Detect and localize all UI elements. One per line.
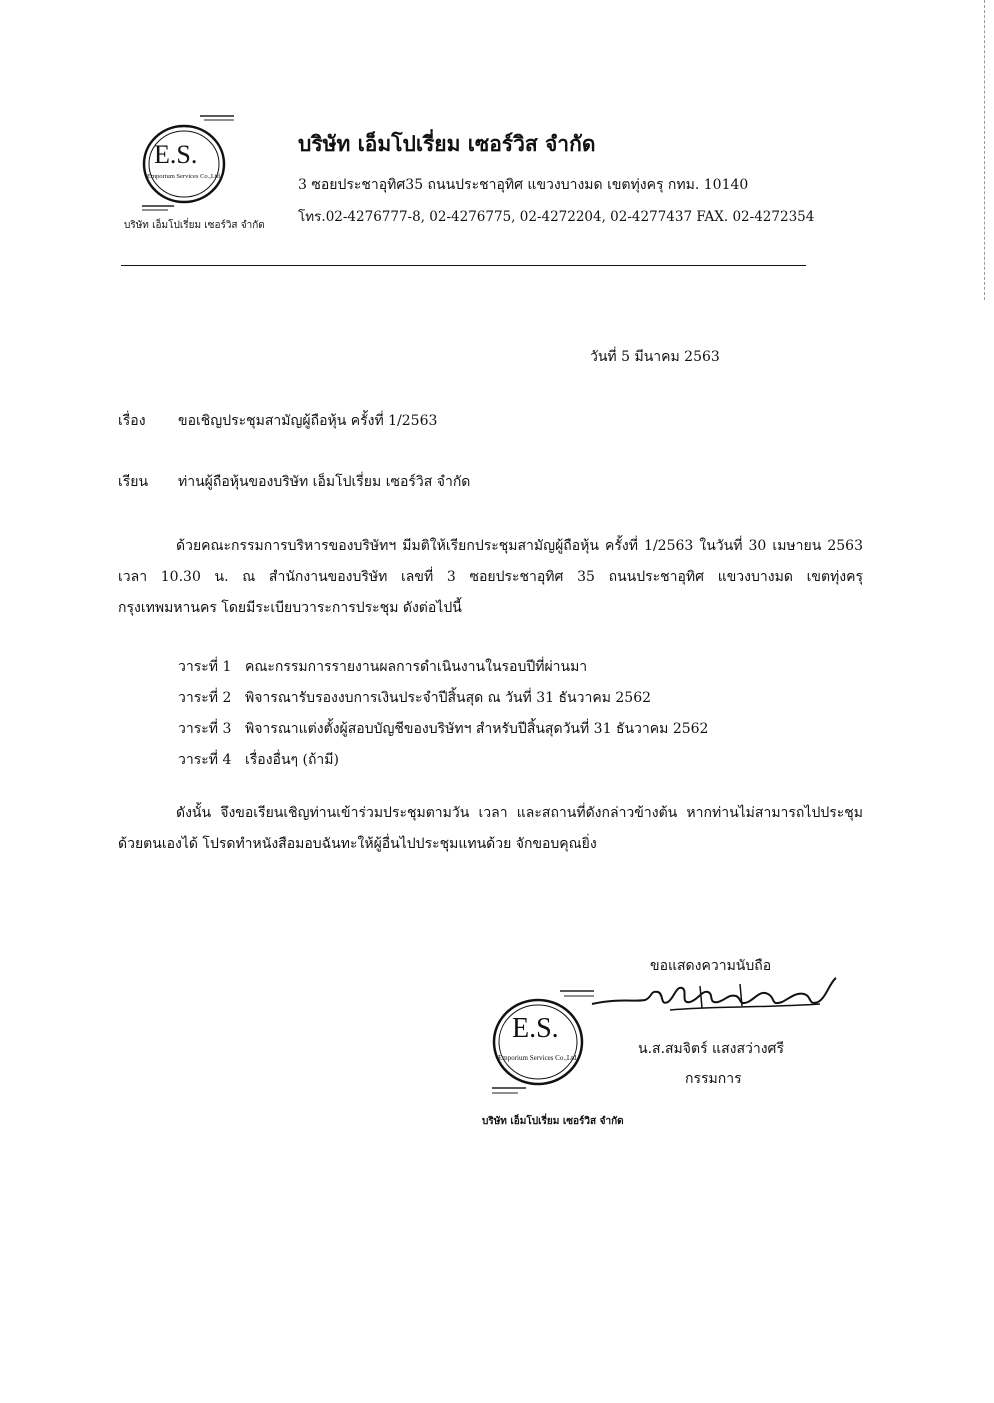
- closing-salutation: ขอแสดงความนับถือ: [650, 958, 772, 974]
- agenda-text: พิจารณาแต่งตั้งผู้สอบบัญชีของบริษัทฯ สำหรับปีสิ้นสุดวันที่ 31 ธันวาคม 2562: [245, 721, 709, 737]
- company-address: 3 ซอยประชาอุทิศ35 ถนนประชาอุทิศ แขวงบางมด เขตทุ่งครุ กทม. 10140: [298, 177, 749, 193]
- closing-paragraph: [118, 798, 863, 860]
- recipient-label: เรียน: [118, 474, 149, 490]
- closing-text: ดังนั้น จึงขอเรียนเชิญท่านเข้าร่วมประชุมตามวัน เวลา และสถานที่ดังกล่าวข้างต้น หากท่านไม่สามารถไปประชุมด้วยตนเองได้ โปรดทำหนังสือมอบฉันทะให้ผู้อื่นไปประชุมแทนด้วย จักขอบคุณยิ่ง: [118, 805, 863, 852]
- signer-name: น.ส.สมจิตร์ แสงสว่างศรี: [638, 1041, 784, 1057]
- company-phones: โทร.02-4276777-8, 02-4276775, 02-4272204, 02-4277437 FAX. 02-4272354: [298, 209, 815, 225]
- signer-title: กรรมการ: [685, 1071, 742, 1087]
- stamp-caption: บริษัท เอ็มโปเรี่ยม เซอร์วิส จำกัด: [482, 1116, 624, 1127]
- agenda-text: เรื่องอื่นๆ (ถ้ามี): [245, 752, 339, 768]
- agenda-text: คณะกรรมการรายงานผลการดำเนินงานในรอบปีที่ผ่านมา: [245, 659, 588, 675]
- agenda-number: วาระที่ 2: [178, 690, 232, 706]
- company-stamp: [488, 988, 598, 1103]
- agenda-number: วาระที่ 1: [178, 659, 232, 675]
- logo-subtext: Emporium Services Co.,Ltd.: [147, 173, 222, 180]
- agenda-number: วาระที่ 3: [178, 721, 232, 737]
- intro-paragraph: [118, 531, 863, 624]
- logo-caption: บริษัท เอ็มโปเรี่ยม เซอร์วิส จำกัด: [124, 220, 265, 231]
- stamp-text: E.S.: [512, 1013, 559, 1044]
- logo-text: E.S.: [154, 140, 198, 169]
- letterhead-divider: [121, 265, 806, 266]
- letter-date: วันที่ 5 มีนาคม 2563: [590, 349, 720, 365]
- subject-label: เรื่อง: [118, 413, 146, 429]
- handwritten-signature: [590, 972, 845, 1032]
- stamp-subtext: Emporium Services Co.,Ltd.: [498, 1054, 579, 1062]
- agenda-text: พิจารณารับรองงบการเงินประจำปีสิ้นสุด ณ วันที่ 31 ธันวาคม 2562: [245, 690, 652, 706]
- subject-text: ขอเชิญประชุมสามัญผู้ถือหุ้น ครั้งที่ 1/2563: [178, 413, 438, 429]
- company-name: บริษัท เอ็มโปเรี่ยม เซอร์วิส จำกัด: [298, 131, 596, 156]
- recipient-text: ท่านผู้ถือหุ้นของบริษัท เอ็มโปเรี่ยม เซอร์วิส จำกัด: [178, 474, 471, 490]
- intro-text: ด้วยคณะกรรมการบริหารของบริษัทฯ มีมติให้เรียกประชุมสามัญผู้ถือหุ้น ครั้งที่ 1/2563 ในวันที่ 30 เมษายน 2563 เวลา 10.30 น. ณ สำนักงานของบริษัท เลขที่ 3 ซอยประชาอุทิศ 35 ถนนประชาอุทิศ แขวงบางมด เขตทุ่งครุ กรุงเทพมหานคร โดยมีระเบียบวาระการประชุม ดังต่อไปนี้: [118, 538, 863, 616]
- scan-edge-line: [984, 0, 986, 300]
- agenda-number: วาระที่ 4: [178, 752, 232, 768]
